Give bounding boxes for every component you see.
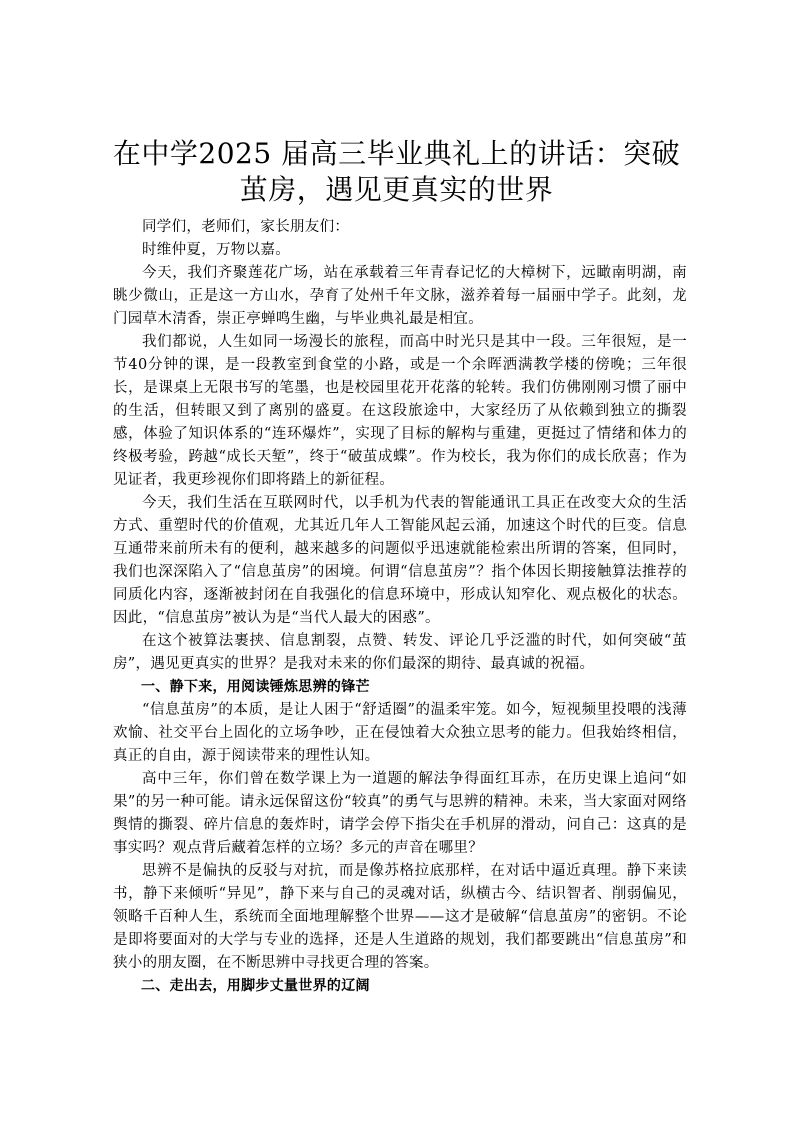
section-heading: 一、静下来，用阅读锤炼思辨的锋芒 bbox=[141, 679, 370, 695]
section-heading: 二、走出去，用脚步丈量世界的辽阔 bbox=[141, 978, 370, 994]
document-body bbox=[113, 216, 687, 998]
paragraph: 高中三年，你们曾在数学课上为一道题的解法争得面红耳赤，在历史课上追问“如果”的另一种可能。请永远保留这份“较真”的勇气与思辨的精神。未来，当大家面对网络舆情的撕裂、碎片信息的轰炸时，请学会停下指尖在手机屏的滑动，问自己：这真的是事实吗？观点背后藏着怎样的立场？多元的声音在哪里？ bbox=[113, 771, 687, 856]
document-title: 在中学2025 届高三毕业典礼上的讲话：突破茧房，遇见更真实的世界 bbox=[112, 137, 681, 206]
paragraph: 在这个被算法裹挟、信息割裂，点赞、转发、评论几乎泛滥的时代，如何突破“茧房”，遇见更真实的世界？是我对未来的你们最深的期待、最真诚的祝福。 bbox=[113, 633, 687, 672]
paragraph: 我们都说，人生如同一场漫长的旅程，而高中时光只是其中一段。三年很短，是一节40分钟的课，是一段教室到食堂的小路，或是一个余晖洒满教学楼的傍晚；三年很长，是课桌上无限书写的笔墨，也是校园里花开花落的轮转。我们仿佛刚刚习惯了丽中的生活，但转眼又到了离别的盛夏。在这段旅途中，大家经历了从依赖到独立的撕裂感，体验了知识体系的“连环爆炸”，实现了目标的解构与重建，更挺过了情绪和体力的终极考验，跨越“成长天堑”，终于“破茧成蝶”。作为校长，我为你们的成长欣喜；作为见证者，我更珍视你们即将踏上的新征程。 bbox=[113, 334, 687, 488]
salutation: 同学们，老师们，家长朋友们： bbox=[142, 219, 350, 235]
paragraph: “信息茧房”的本质，是让人困于“舒适圈”的温柔牢笼。如今，短视频里投喂的浅薄欢愉、社交平台上固化的立场争吵，正在侵蚀着大众独立思考的能力。但我始终相信，真正的自由，源于阅读带来的理性认知。 bbox=[113, 702, 687, 764]
paragraph: 思辨不是偏执的反驳与对抗，而是像苏格拉底那样，在对话中逼近真理。静下来读书，静下来倾听“异见”，静下来与自己的灵魂对话，纵横古今、结识智者、削弱偏见，领略千百种人生，系统而全面地理解整个世界——这才是破解“信息茧房”的密钥。不论是即将要面对的大学与专业的选择，还是人生道路的规划，我们都要跳出“信息茧房”和狭小的朋友圈，在不断思辨中寻找更合理的答案。 bbox=[113, 863, 687, 971]
paragraph: 时维仲夏，万物以嘉。 bbox=[142, 242, 290, 258]
paragraph: 今天，我们齐聚莲花广场，站在承载着三年青春记忆的大樟树下，远瞰南明湖，南眺少微山，正是这一方山水，孕育了处州千年文脉，滋养着每一届丽中学子。此刻，龙门园草木清香，崇正亭蝉鸣生幽，与毕业典礼最是相宜。 bbox=[113, 265, 687, 327]
paragraph: 今天，我们生活在互联网时代，以手机为代表的智能通讯工具正在改变大众的生活方式、重塑时代的价值观，尤其近几年人工智能风起云涌，加速这个时代的巨变。信息互通带来前所未有的便利，越来越多的问题似乎迅速就能检索出所谓的答案，但同时，我们也深深陷入了“信息茧房”的困境。何谓“信息茧房”？指个体因长期接触算法推荐的同质化内容，逐渐被封闭在自我强化的信息环境中，形成认知窄化、观点极化的状态。因此，“信息茧房”被认为是“当代人最大的困惑”。 bbox=[113, 495, 687, 626]
